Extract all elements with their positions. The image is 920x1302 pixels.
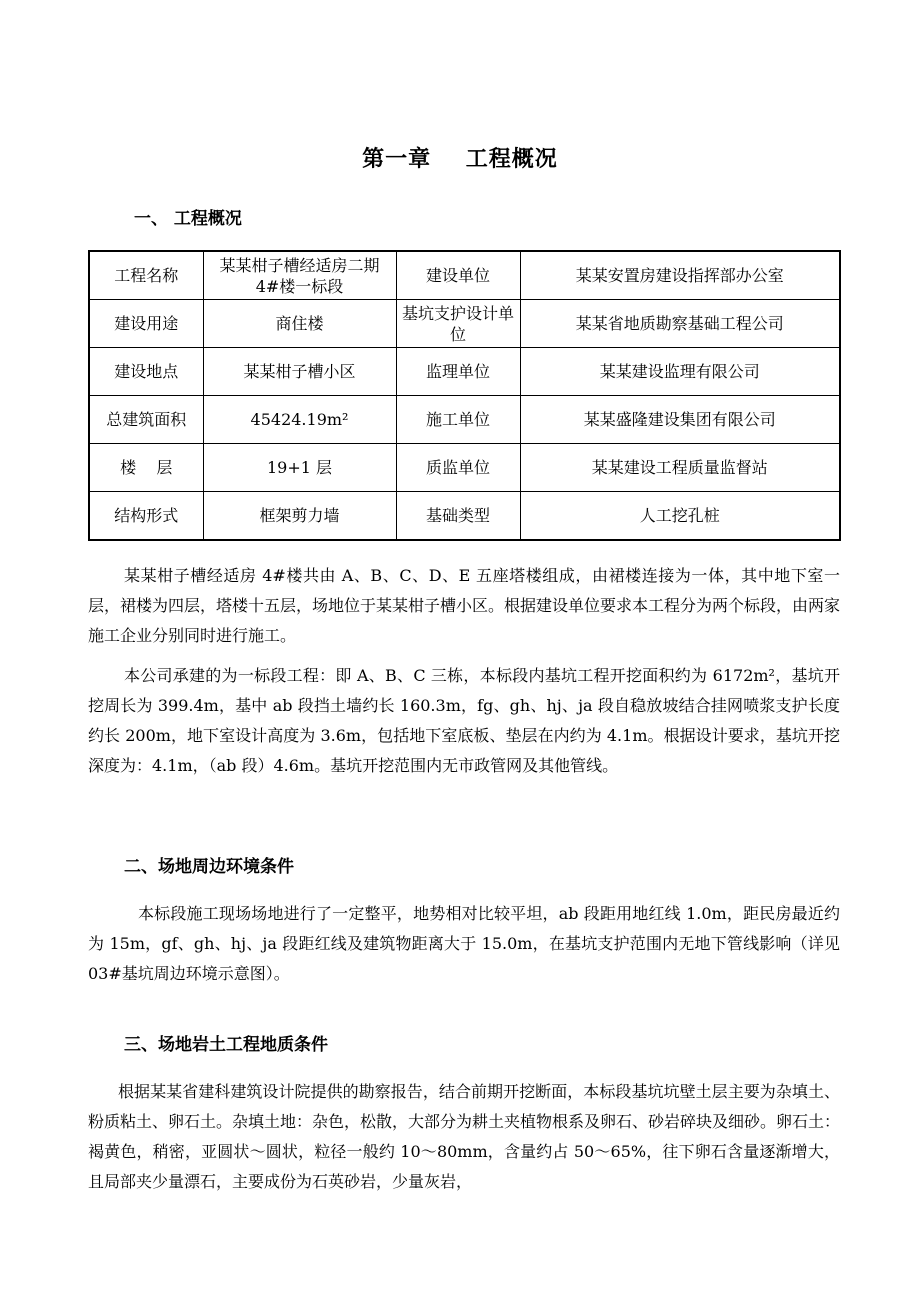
table-cell: 建设单位 bbox=[396, 251, 520, 300]
table-row bbox=[89, 348, 840, 396]
table-cell: 某某省地质勘察基础工程公司 bbox=[520, 300, 840, 348]
table-cell: 45424.19m² bbox=[203, 396, 396, 444]
table-cell: 质监单位 bbox=[396, 444, 520, 492]
section-heading-environment: 二、场地周边环境条件 bbox=[124, 857, 294, 877]
project-info-table bbox=[88, 250, 841, 541]
table-cell: 某某盛隆建设集团有限公司 bbox=[520, 396, 840, 444]
table-cell: 结构形式 bbox=[89, 492, 203, 541]
table-cell: 某某安置房建设指挥部办公室 bbox=[520, 251, 840, 300]
table-cell: 楼 层 bbox=[89, 444, 203, 492]
table-cell: 总建筑面积 bbox=[89, 396, 203, 444]
table-cell: 监理单位 bbox=[396, 348, 520, 396]
geology-paragraph: 根据某某省建科建筑设计院提供的勘察报告，结合前期开挖断面，本标段基坑坑壁土层主要为杂填土、粉质粘土、卵石土。杂填土地：杂色，松散，大部分为耕土夹植物根系及卵石、砂岩碎块及细砂。卵石土：褐黄色，稍密，亚圆状～圆状，粒径一般约 10～80mm，含量约占 50～65%，往下卵石含量逐渐增大，且局部夹少量漂石，主要成份为石英砂岩，少量灰岩， bbox=[88, 1082, 841, 1191]
table-cell: 基础类型 bbox=[396, 492, 520, 541]
section-heading-geology: 三、场地岩土工程地质条件 bbox=[124, 1035, 328, 1055]
table-cell: 某某柑子槽经适房二期 4#楼一标段 bbox=[203, 251, 396, 300]
overview-paragraph-2: 本公司承建的为一标段工程：即 A、B、C 三栋，本标段内基坑工程开挖面积约为 6172m²，基坑开挖周长为 399.4m，基中 ab 段挡土墙约长 160.3m，fg、gh、hj、ja 段自稳放坡结合挂网喷浆支护长度约长 200m，地下室设计高度为 3.6m，包括地下室底板、垫层在内约为 4.1m。根据设计要求，基坑开挖深度为：4.1m，（ab 段）4.6m。基坑开挖范围内无市政管网及其他管线。 bbox=[88, 666, 840, 775]
table-cell: 人工挖孔桩 bbox=[520, 492, 840, 541]
table-cell: 商住楼 bbox=[203, 300, 396, 348]
table-cell: 工程名称 bbox=[89, 251, 203, 300]
table-row bbox=[89, 492, 840, 541]
table-cell: 建设地点 bbox=[89, 348, 203, 396]
chapter-title: 第一章 工程概况 bbox=[362, 147, 558, 172]
table-cell: 施工单位 bbox=[396, 396, 520, 444]
table-cell: 基坑支护设计单位 bbox=[396, 300, 520, 348]
table-row bbox=[89, 251, 840, 300]
table-cell: 框架剪力墙 bbox=[203, 492, 396, 541]
table-row bbox=[89, 300, 840, 348]
environment-paragraph: 本标段施工现场场地进行了一定整平，地势相对比较平坦，ab 段距用地红线 1.0m，距民房最近约为 15m，gf、gh、hj、ja 段距红线及建筑物距离大于 15.0m，在基坑支护范围内无地下管线影响（详见 03#基坑周边环境示意图）。 bbox=[88, 904, 840, 983]
table-cell: 某某建设工程质量监督站 bbox=[520, 444, 840, 492]
table-cell: 19+1 层 bbox=[203, 444, 396, 492]
table-cell: 建设用途 bbox=[89, 300, 203, 348]
section-heading-overview: 一、 工程概况 bbox=[134, 209, 242, 229]
table-row bbox=[89, 396, 840, 444]
table-cell: 某某柑子槽小区 bbox=[203, 348, 396, 396]
table-row bbox=[89, 444, 840, 492]
table-cell: 某某建设监理有限公司 bbox=[520, 348, 840, 396]
overview-paragraph-1: 某某柑子槽经适房 4#楼共由 A、B、C、D、E 五座塔楼组成，由裙楼连接为一体，其中地下室一层，裙楼为四层，塔楼十五层，场地位于某某柑子槽小区。根据建设单位要求本工程分为两个标段，由两家施工企业分别同时进行施工。 bbox=[88, 566, 841, 645]
